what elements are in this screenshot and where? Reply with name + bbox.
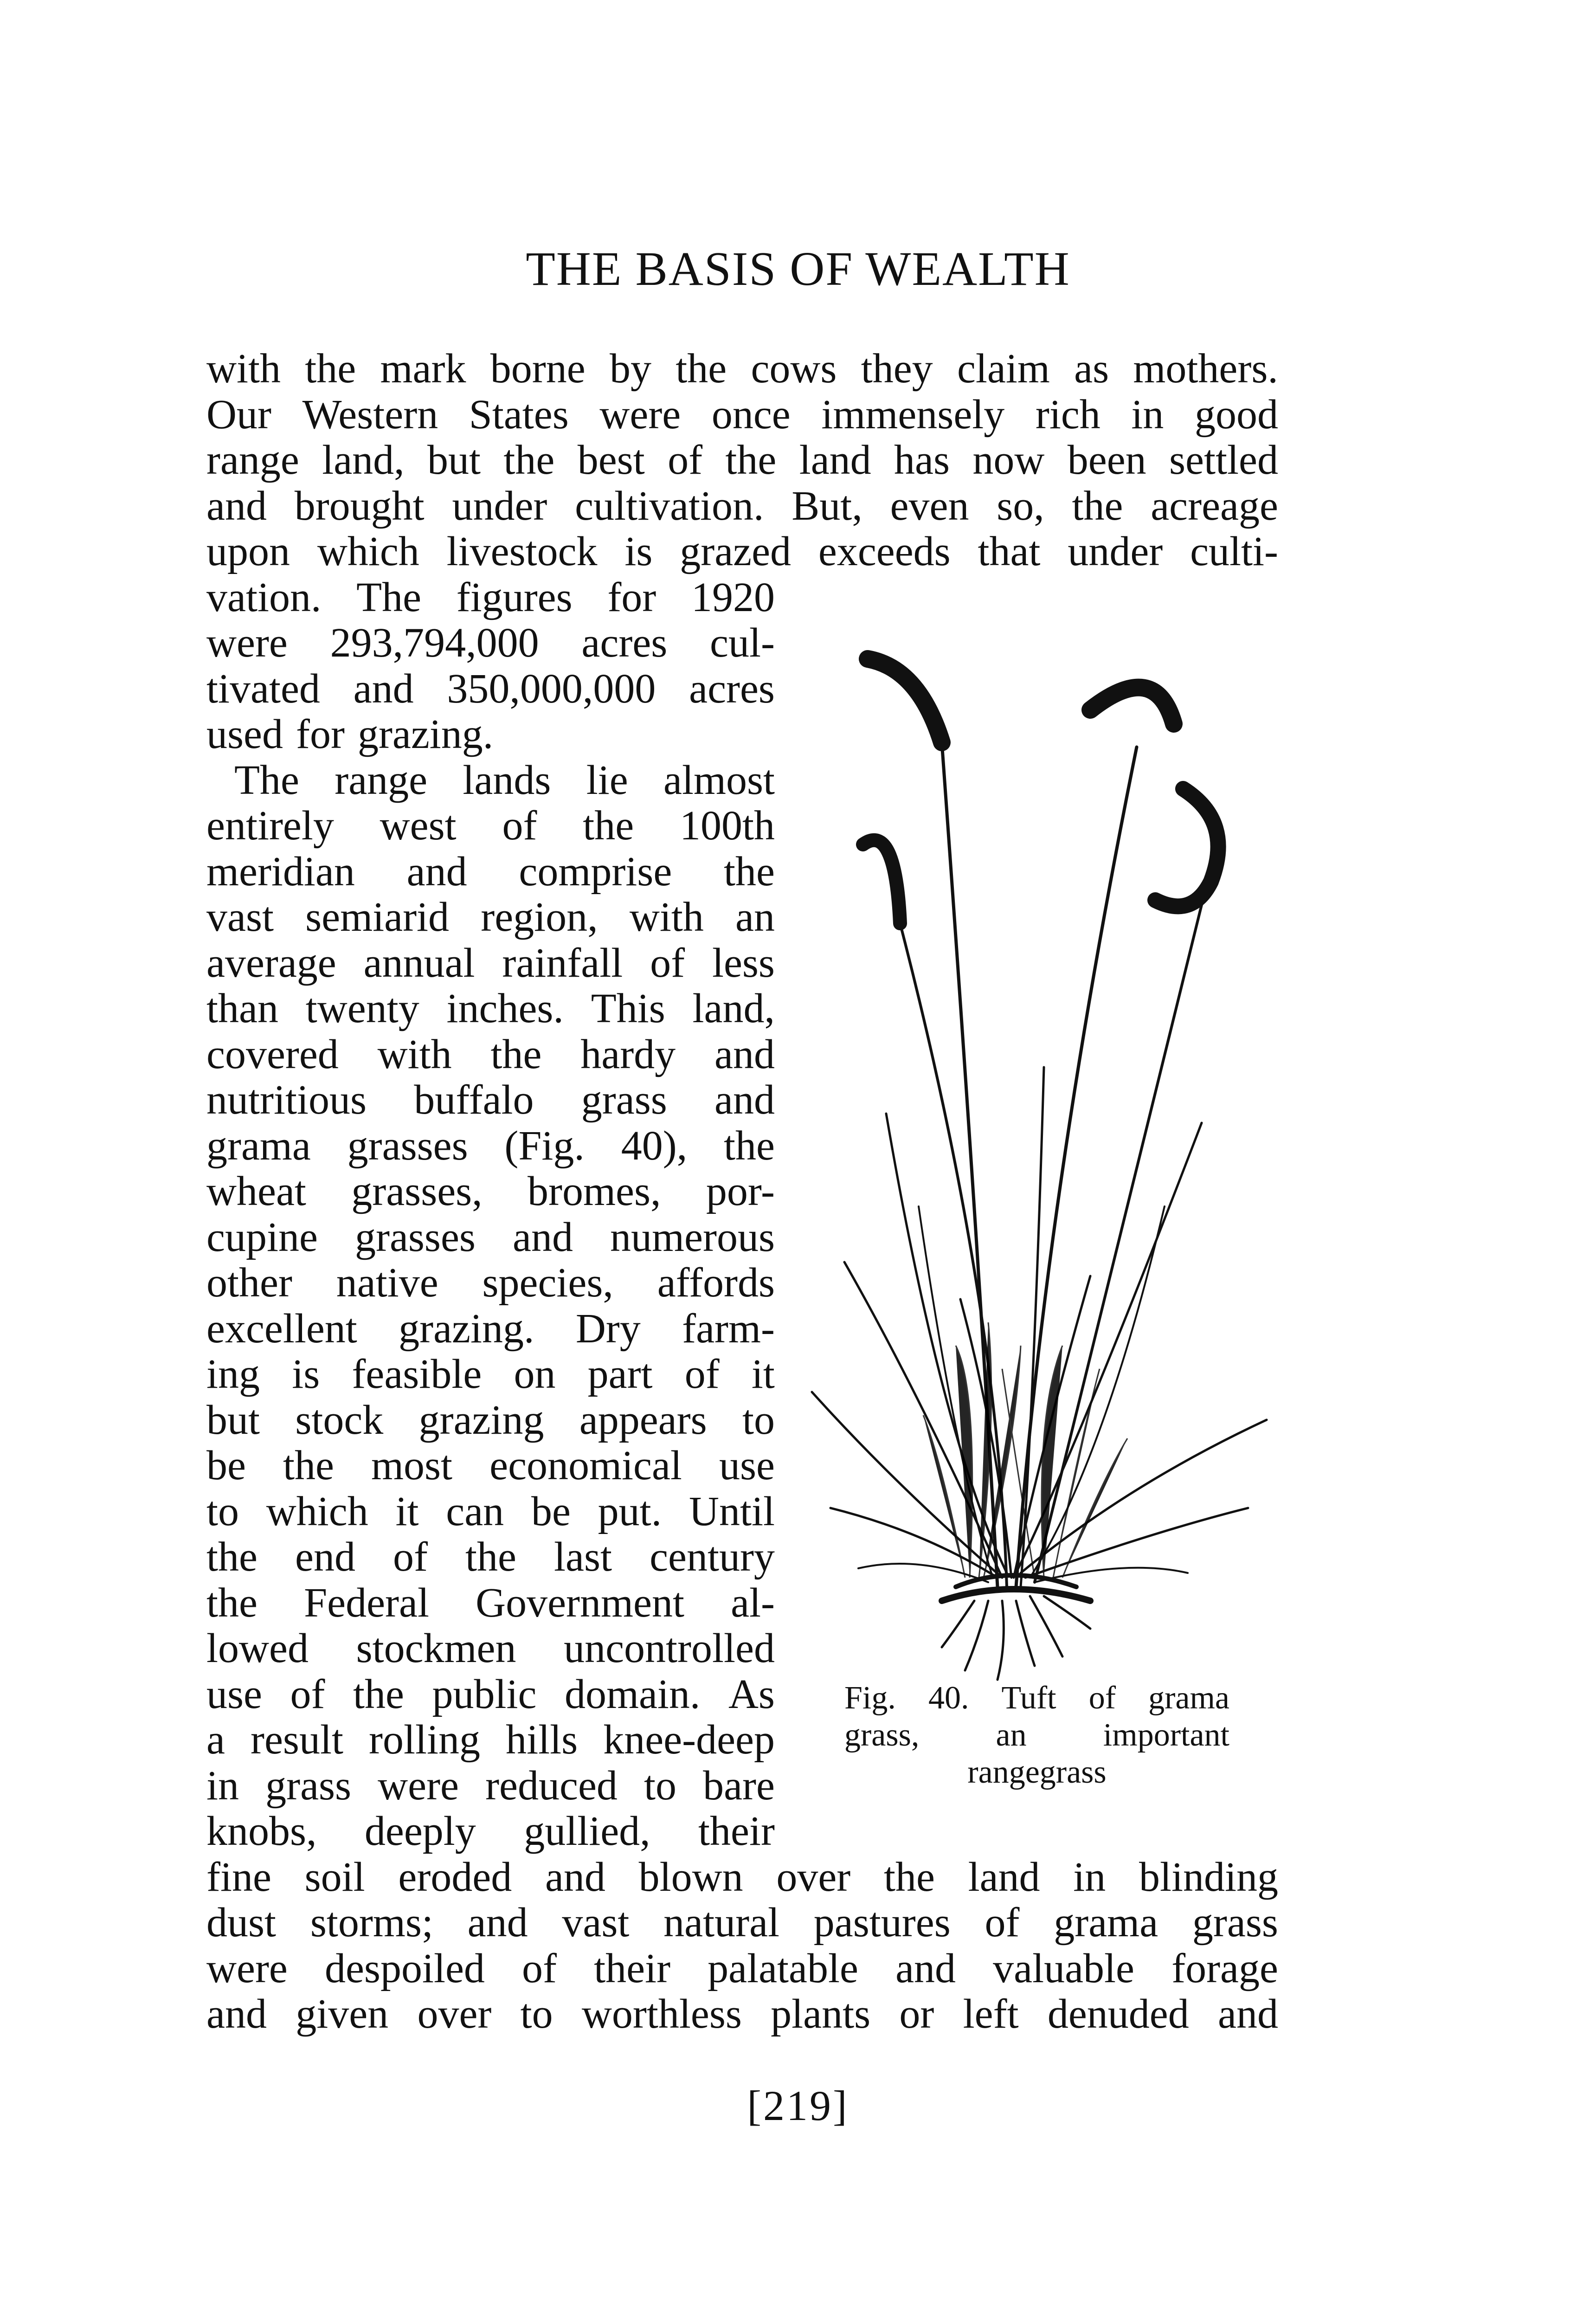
text-line: used for grazing. <box>206 711 494 757</box>
text-line: grama grasses (Fig. 40), the <box>206 1122 775 1169</box>
text-line: be the most economical use <box>206 1443 775 1489</box>
text-line: use of the public domain. As <box>206 1671 775 1717</box>
text-line: with the mark borne by the cows they claim as mothers. <box>206 346 1278 392</box>
text-line: Our Western States were once immensely rich in good <box>206 391 1278 438</box>
text-line: covered with the hardy and <box>206 1031 775 1077</box>
text-line: the Federal Government al- <box>206 1579 775 1626</box>
text-line: and brought under cultivation. But, even so, the acreage <box>206 483 1278 529</box>
text-line: the end of the last century <box>206 1534 775 1580</box>
text-line: than twenty inches. This land, <box>206 986 775 1031</box>
running-head: THE BASIS OF WEALTH <box>526 242 1070 296</box>
text-line: vast semiarid region, with an <box>206 894 775 940</box>
text-line: excellent grazing. Dry farm- <box>206 1305 775 1352</box>
text-line: wheat grasses, bromes, por- <box>206 1168 775 1214</box>
caption-line: Fig. 40. Tuft of grama <box>844 1680 1229 1716</box>
text-line: upon which livestock is grazed exceeds that under culti- <box>206 528 1278 574</box>
grama-grass-illustration <box>803 603 1281 1698</box>
text-line: vation. The figures for 1920 <box>206 574 775 620</box>
text-line: range land, but the best of the land has now been settled <box>206 437 1278 483</box>
text-line: a result rolling hills knee-deep <box>206 1717 775 1763</box>
text-line: ing is feasible on part of it <box>206 1351 775 1397</box>
text-line: nutritious buffalo grass and <box>206 1077 775 1123</box>
figure-caption <box>844 1680 1229 1791</box>
text-line: and given over to worthless plants or left denuded and <box>206 1991 1278 2037</box>
text-line: meridian and comprise the <box>206 848 775 895</box>
text-line: in grass were reduced to bare <box>206 1762 775 1809</box>
text-line: knobs, deeply gullied, their <box>206 1808 775 1854</box>
text-line: other native species, affords <box>206 1260 775 1306</box>
text-line: tivated and 350,000,000 acres <box>206 665 775 712</box>
text-line: were despoiled of their palatable and valuable forage <box>206 1945 1278 1991</box>
text-line: lowed stockmen uncontrolled <box>206 1625 775 1671</box>
text-line: were 293,794,000 acres cul- <box>206 620 775 666</box>
caption-line: grass, an important <box>844 1717 1229 1753</box>
text-line: entirely west of the 100th <box>206 803 775 849</box>
text-line: fine soil eroded and blown over the land in blinding <box>206 1854 1278 1900</box>
caption-line: range grass <box>967 1754 1107 1790</box>
text-line: to which it can be put. Until <box>206 1488 775 1534</box>
text-line: cupine grasses and numerous <box>206 1214 775 1260</box>
text-line: The range lands lie almost <box>234 757 775 803</box>
text-line: but stock grazing appears to <box>206 1397 775 1443</box>
text-line: dust storms; and vast natural pastures of grama grass <box>206 1900 1278 1946</box>
text-line: average annual rainfall of less <box>206 940 775 986</box>
page-number: [219] <box>747 2082 849 2129</box>
